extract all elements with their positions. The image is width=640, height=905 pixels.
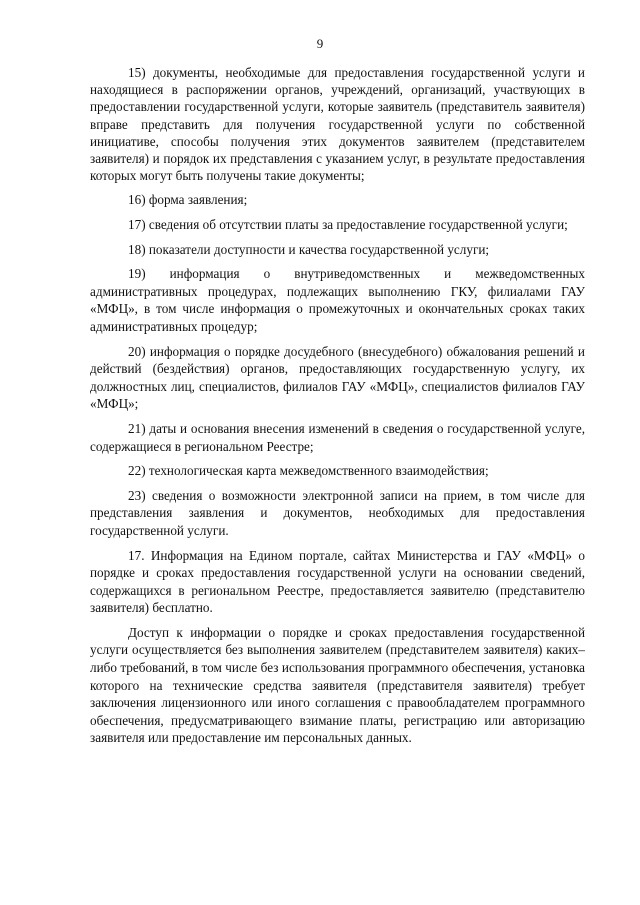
- access-paragraph: Доступ к информации о порядке и сроках предоставления государственной услуги осуществляется без выполнения заявителем (представителем заявителя) каких–либо требований, в том числе без использования программного обеспечения, установка которого на технические средства заявителя (представителя заявителя) требует заключения лицензионного или иного соглашения с правообладателем программного обеспечения, предусматривающего взимание платы, регистрацию или авторизацию заявителя или предоставление им персональных данных.: [90, 624, 585, 746]
- list-item-22: 22) технологическая карта межведомственного взаимодействия;: [128, 463, 489, 479]
- list-item-23: 23) сведения о возможности электронной записи на прием, в том числе для представления заявления и документов, необходимых для предоставления государственной услуги.: [90, 487, 585, 538]
- list-item-17: 17) сведения об отсутствии платы за предоставление государственной услуги;: [128, 217, 568, 233]
- list-item-21: 21) даты и основания внесения изменений в сведения о государственной услуге, содержащиеся в региональном Реестре;: [90, 420, 585, 454]
- list-item-20: 20) информация о порядке досудебного (внесудебного) обжалования решений и действий (бездействия) органов, предоставляющих государственную услугу, их должностных лиц, специалистов, филиалов ГАУ «МФЦ», специалистов филиалов ГАУ «МФЦ»;: [90, 343, 585, 412]
- page-number: 9: [316, 36, 324, 51]
- list-item-15: 15) документы, необходимые для предоставления государственной услуги и находящиеся в распоряжении органов, учреждений, организаций, участвующих в предоставлении государственной услуги, которые заявитель (представитель заявителя) вправе представить для получения государственной услуги по собственной инициативе, способы получения этих документов заявителем (представителем заявителя) и порядок их представления с указанием услуг, в результате предоставления которых могут быть получены такие документы;: [90, 65, 585, 184]
- list-item-16: 16) форма заявления;: [128, 192, 248, 208]
- document-body: [90, 64, 585, 747]
- list-item-19: 19) информация о внутриведомственных и межведомственных административных процедурах, подлежащих выполнению ГКУ, филиалами ГАУ «МФЦ», в том числе информация о промежуточных и окончательных сроках таких административных процедур;: [90, 266, 585, 334]
- section-17-paragraph: 17. Информация на Едином портале, сайтах Министерства и ГАУ «МФЦ» о порядке и сроках предоставления государственной услуги на основании сведений, содержащихся в региональном Реестре, предоставляется заявителю (представителю заявителя) бесплатно.: [90, 547, 585, 616]
- list-item-18: 18) показатели доступности и качества государственной услуги;: [128, 241, 490, 257]
